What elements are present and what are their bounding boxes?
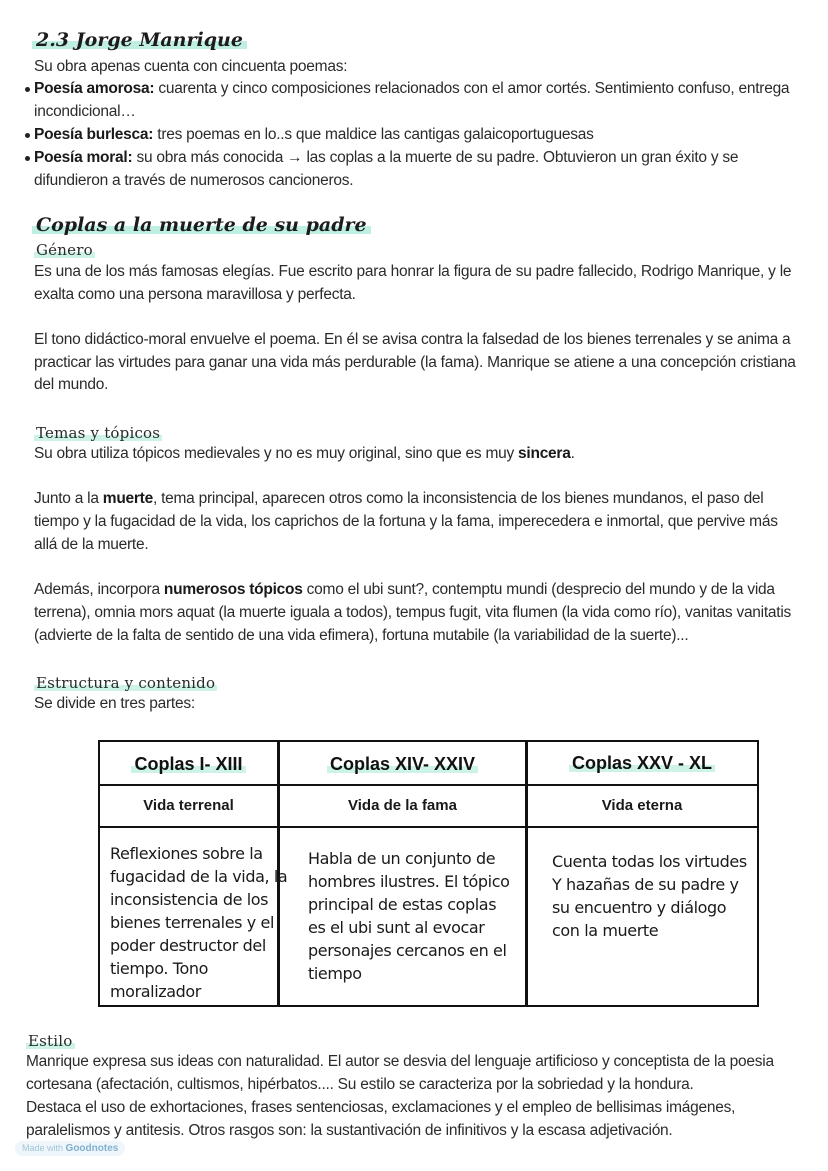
bullet-dot-icon [25,133,30,138]
bullet-moral: Poesía moral: su obra más conocida → las coplas a la muerte de su padre. Obtuvieron un gran éxito y se [34,149,739,166]
genero-p2-line2: practicar las virtudes para ganar una vida más perdurable (la fama). Manrique se atiene a una concepción cristiana [34,354,796,371]
table-header: Coplas XIV- XXIV [280,754,525,775]
table-cell-line: Habla de un conjunto de [308,849,496,868]
table-cell-line: fugacidad de la vida, la [110,867,288,886]
table-cell-line: Reflexiones sobre la [110,844,263,863]
table-cell-line: principal de estas coplas [308,895,497,914]
table-cell-line: con la muerte [552,921,659,940]
table-cell-line: tiempo [308,964,362,983]
genero-heading: Género [36,241,93,259]
table-cell-line: Cuenta todas los virtudes [552,852,747,871]
bullet-moral-cont: difundieron a través de numerosos cancioneros. [34,172,354,189]
estilo-line: paralelismos y antitesis. Otros rasgos son: la sustantivación de infinitivos y la escasa adjetivación. [26,1122,673,1139]
bullet-dot-icon [25,156,30,161]
estructura-heading: Estructura y contenido [36,674,216,692]
table-header: Coplas I- XIII [100,754,277,775]
table-divider [100,784,757,786]
temas-p3-line3: (advierte de la falta de sentido de una vida efimera), fortuna mutabile (la variabilidad de la suerte)... [34,627,689,644]
estilo-line: Destaca el uso de exhortaciones, frases sentenciosas, exclamaciones y el empleo de bellisimas imágenes, [26,1099,736,1116]
bullet-burlesca: Poesía burlesca: tres poemas en lo..s que maldice las cantigas galaicoportuguesas [34,126,594,143]
bullet-dot-icon [25,87,30,92]
table-cell-line: Y hazañas de su padre y [552,875,739,894]
coplas-table [98,740,759,1007]
table-subheader: Vida eterna [601,797,683,814]
table-cell-line: moralizador [110,982,201,1001]
temas-p2-line1: Junto a la muerte, tema principal, aparecen otros como la inconsistencia de los bienes mundanos, el paso del [34,490,764,507]
genero-p2-line3: del mundo. [34,376,109,393]
bullet-amorosa: Poesía amorosa: cuarenta y cinco composiciones relacionados con el amor cortés. Sentimiento confuso, entrega [34,80,790,97]
temas-p1: Su obra utiliza tópicos medievales y no es muy original, sino que es muy sincera. [34,445,575,462]
table-divider [100,826,757,828]
table-subheader: Vida de la fama [348,797,457,814]
genero-p1-line2: exalta como una persona maravillosa y perfecta. [34,286,356,303]
estructura-intro: Se divide en tres partes: [34,695,195,712]
table-cell-line: bienes terrenales y el [110,913,275,932]
table-cell-line: es el ubi sunt al evocar [308,918,485,937]
temas-heading: Temas y tópicos [36,424,161,442]
intro-text: Su obra apenas cuenta con cincuenta poemas: [34,58,348,75]
temas-p2-line2: tiempo y la fugacidad de la vida, los caprichos de la fortuna y la fama, imperecedera e inmortal, que pervive más [34,513,778,530]
estilo-line: Manrique expresa sus ideas con naturalidad. El autor se desvia del lenguaje artificioso y conceptista de la poesia [26,1053,774,1070]
table-cell-line: hombres ilustres. El tópico [308,872,510,891]
table-cell-line: tiempo. Tono [110,959,208,978]
table-cell-line: personajes cercanos en el [308,941,507,960]
estilo-heading: Estilo [28,1032,73,1050]
table-cell-line: inconsistencia de los [110,890,269,909]
goodnotes-badge: Made with Goodnotes [15,1141,125,1156]
temas-p3-line2: terrena), omnia mors aquat (la muerte iguala a todos), tempus fugit, vita flumen (la vida como río), vanitas vanitatis [34,604,792,621]
table-header: Coplas XXV - XL [528,753,756,774]
table-cell-line: su encuentro y diálogo [552,898,727,917]
section-title: 2.3 Jorge Manrique [32,29,247,51]
table-cell-line: poder destructor del [110,936,266,955]
table-divider [525,742,528,1005]
temas-p2-line3: allá de la muerte. [34,536,149,553]
coplas-title: Coplas a la muerte de su padre [32,214,371,236]
genero-p2-line1: El tono didáctico-moral envuelve el poema. En él se avisa contra la falsedad de los bienes terrenales y se anima a [34,331,791,348]
temas-p3-line1: Además, incorpora numerosos tópicos como el ubi sunt?, contemptu mundi (desprecio del mundo y de la vida [34,581,775,598]
table-subheader: Vida terrenal [143,797,234,814]
bullet-amorosa-cont: incondicional… [34,103,136,120]
estilo-line: cortesana (afectación, cultismos, hipérbatos.... Su estilo se caracteriza por la sobriedad y la hondura. [26,1076,694,1093]
genero-p1-line1: Es una de los más famosas elegías. Fue escrito para honrar la figura de su padre fallecido, Rodrigo Manrique, y le [34,263,792,280]
